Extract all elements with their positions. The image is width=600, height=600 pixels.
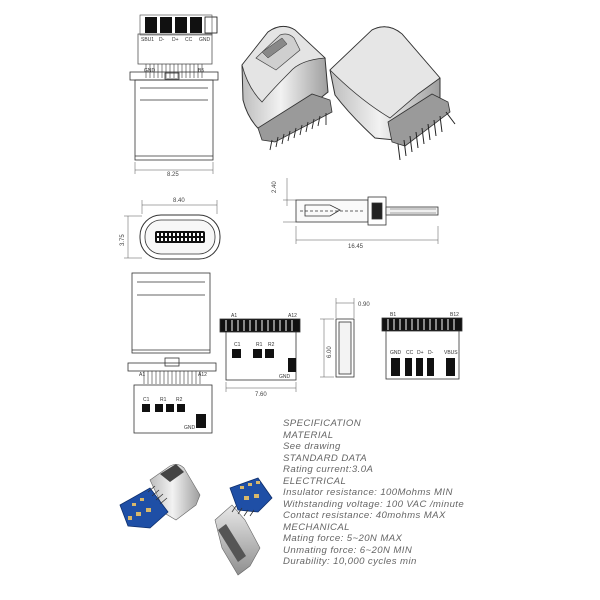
pcb-b-pin-label-right: B12	[450, 312, 459, 318]
connector-render-2	[330, 27, 455, 160]
pcb-a-side	[220, 319, 300, 392]
spec-line: Contact resistance: 40mohms MAX	[283, 510, 446, 521]
pcb-a-pin-label-right: A12	[288, 313, 297, 319]
product-photo-2	[215, 478, 272, 575]
spec-line: MATERIAL	[283, 429, 334, 441]
spec-line: Mating force: 5~20N MAX	[283, 533, 403, 544]
top-view-pin-label: CC	[185, 37, 193, 43]
pcb-b-side	[382, 318, 462, 379]
spec-line: Unmating force: 6~20N MIN	[283, 544, 413, 556]
spec-line: SPECIFICATION	[283, 418, 362, 429]
pcb-b-pad-label: VBUS	[444, 350, 458, 356]
pcb-b-pad-label: CC	[406, 350, 414, 356]
spec-line: Withstanding voltage: 100 VAC /minute	[283, 498, 465, 510]
pcb-b-pad-label: D-	[428, 350, 434, 356]
top-view-pin-label: GND	[199, 37, 211, 43]
connector-render-1	[242, 26, 332, 150]
pcb-b-pin-label-left: B1	[390, 312, 397, 318]
spec-line: MECHANICAL	[283, 521, 350, 533]
spec-line: Rating current:3.0A	[283, 464, 374, 475]
top-view-pin-label: D+	[172, 37, 179, 43]
side-view-length-dim: 16.45	[348, 244, 364, 250]
pcb-side-view	[320, 298, 354, 377]
side-view	[283, 178, 438, 244]
top-view-width-dim: 8.25	[167, 172, 179, 178]
top-view-side-label-right: B5	[198, 68, 205, 74]
top-view-pads	[140, 15, 217, 35]
top-view-pin-label: D-	[159, 37, 165, 43]
spec-line: See drawing	[283, 441, 341, 452]
bottom-view-pad-label: C1	[143, 397, 150, 403]
pcb-a-pin-label-left: A1	[231, 313, 238, 319]
top-view-side-label-left: GND	[144, 68, 156, 74]
pcb-a-gnd-label: GND	[279, 374, 291, 380]
front-view-width-dim: 8.40	[173, 198, 185, 204]
pcb-a-pad-label: R2	[268, 342, 275, 348]
specification-block	[283, 418, 464, 568]
bottom-view-pad-label: R1	[160, 397, 167, 403]
side-view-height-dim: 2.40	[272, 181, 278, 193]
pcb-a-pad-label: C1	[234, 342, 241, 348]
front-view-height-dim: 3.75	[120, 234, 126, 246]
spec-line: ELECTRICAL	[283, 475, 347, 487]
top-view-pin-label: SBU1	[141, 37, 155, 43]
bottom-view-gnd-label: GND	[184, 425, 196, 431]
pcb-side-height-dim: 6.00	[327, 346, 333, 358]
pcb-side-thickness-dim: 0.90	[358, 302, 370, 308]
spec-line: Durability: 10,000 cycles min	[283, 556, 417, 567]
product-photo-1	[120, 464, 200, 528]
bottom-view	[128, 273, 216, 433]
pcb-a-pad-label: R1	[256, 342, 263, 348]
front-view	[124, 200, 220, 259]
pcb-a-width-dim: 7.60	[255, 392, 267, 398]
bottom-view-pin-label-right: A12	[198, 372, 207, 378]
spec-line: Insulator resistance: 100Mohms MIN	[283, 487, 453, 498]
spec-line: STANDARD DATA	[283, 452, 368, 464]
bottom-view-pad-label: R2	[176, 397, 183, 403]
bottom-view-pin-label-left: A1	[139, 372, 146, 378]
pcb-b-pad-label: D+	[417, 350, 424, 356]
bottom-view-pins	[144, 371, 200, 384]
pcb-b-pad-label: GND	[390, 350, 402, 356]
